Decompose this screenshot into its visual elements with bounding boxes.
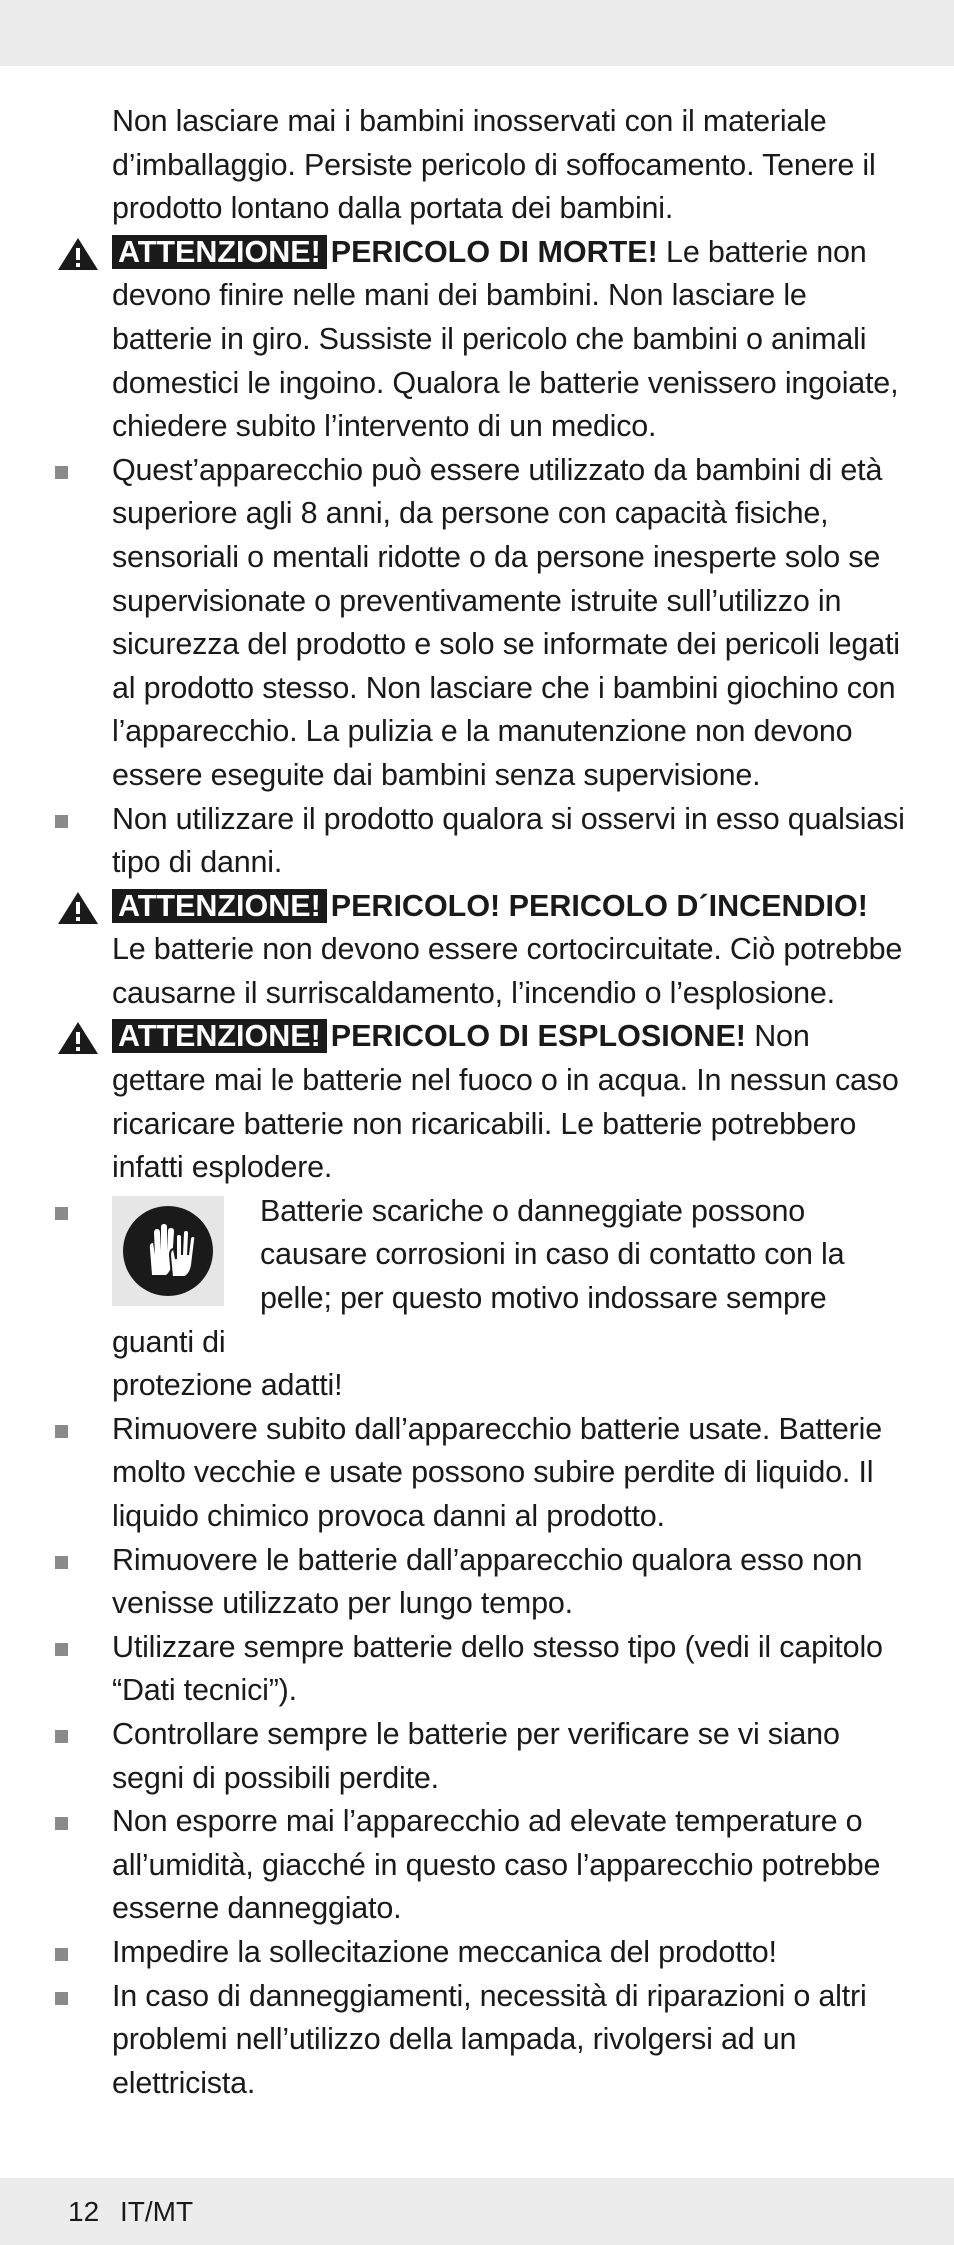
warning-explosion-hazard xyxy=(0,1015,954,1189)
paragraph-text: Non lasciare mai i bambini inosservati con il materiale d’imballaggio. Persiste pericolo di soffocamento. Tenere il prodotto lontano dalla portata dei bambini. xyxy=(112,104,876,226)
warning-triangle-icon xyxy=(57,891,99,925)
list-item xyxy=(0,449,954,798)
list-item-gloves xyxy=(0,1190,954,1364)
list-item-text: Batterie scariche o danneggiate possono causare corrosioni in caso di contatto con la pelle; per questo motivo indossare sempre guanti di xyxy=(112,1193,845,1359)
list-item xyxy=(0,1713,954,1800)
paragraph-packaging xyxy=(0,100,954,231)
protective-gloves-icon xyxy=(112,1196,224,1306)
warning-heading: PERICOLO DI MORTE! xyxy=(330,234,658,269)
list-item-text: In caso di danneggiamenti, necessità di riparazioni o altri problemi nell’utilizzo della lampada, rivolgersi ad un elettricista. xyxy=(112,1978,867,2100)
language-code: IT/MT xyxy=(120,2196,194,2227)
bullet-marker xyxy=(55,1817,68,1830)
list-item-text: Quest’apparecchio può essere utilizzato da bambini di età superiore agli 8 anni, da persone con capacità fisiche, sensoriali o mentali ridotte o da persone inesperte solo se supervisionate o preventivamente istruite sull’utilizzo in sicurezza del prodotto e solo se informate dei pericoli legati al prodotto stesso. Non lasciare che i bambini giochino con l’apparecchio. La pulizia e la manutenzione non devono essere eseguite dai bambini senza supervisione. xyxy=(112,452,900,792)
list-item-text: protezione adatti! xyxy=(112,1368,343,1403)
warning-text: Le batterie non devono finire nelle mani dei bambini. Non lasciare le batterie in giro. Sussiste il pericolo che bambini o animali domestici le ingoino. Qualora le batterie venissero ingoiate, chiedere subito l’intervento di un medico. xyxy=(112,234,899,444)
bullet-marker xyxy=(55,1643,68,1656)
bullet-marker xyxy=(55,1730,68,1743)
warning-triangle-icon xyxy=(57,1021,99,1055)
warning-text: Non gettare mai le batterie nel fuoco o in acqua. In nessun caso ricaricare batterie non ricaricabili. Le batterie potrebbero infatti esplodere. xyxy=(112,1019,899,1185)
list-item-text: Non utilizzare il prodotto qualora si osservi in esso qualsiasi tipo di danni. xyxy=(112,801,905,880)
warning-triangle-icon xyxy=(57,237,99,271)
bullet-marker xyxy=(55,1948,68,1961)
bullet-marker xyxy=(55,1556,68,1569)
list-item xyxy=(0,798,954,885)
list-item-text: Rimuovere subito dall’apparecchio batterie usate. Batterie molto vecchie e usate possono subire perdite di liquido. Il liquido chimico provoca danni al prodotto. xyxy=(112,1411,882,1533)
bullet-marker xyxy=(55,815,68,828)
warning-heading: PERICOLO DI ESPLOSIONE! xyxy=(330,1019,746,1054)
top-bar xyxy=(0,0,954,66)
list-item-gloves-continuation xyxy=(0,1364,954,1408)
attention-badge: ATTENZIONE! xyxy=(112,1019,327,1053)
attention-badge: ATTENZIONE! xyxy=(112,235,327,269)
list-item-text: Controllare sempre le batterie per verificare se vi siano segni di possibili perdite. xyxy=(112,1716,840,1795)
warning-fire-hazard xyxy=(0,885,954,1016)
list-item xyxy=(0,1626,954,1713)
list-item-text: Impedire la sollecitazione meccanica del prodotto! xyxy=(112,1934,777,1969)
bullet-marker xyxy=(55,466,68,479)
page-footer xyxy=(0,2178,954,2245)
list-item-text: Non esporre mai l’apparecchio ad elevate temperature o all’umidità, giacché in questo caso l’apparecchio potrebbe esserne danneggiato. xyxy=(112,1804,881,1926)
list-item xyxy=(0,1539,954,1626)
list-item-text: Utilizzare sempre batterie dello stesso tipo (vedi il capitolo “Dati tecnici”). xyxy=(112,1629,883,1708)
list-item-text: Rimuovere le batterie dall’apparecchio qualora esso non venisse utilizzato per lungo tempo. xyxy=(112,1542,863,1621)
bullet-marker xyxy=(55,1992,68,2005)
list-item xyxy=(0,1800,954,1931)
bullet-marker xyxy=(55,1207,68,1220)
page-number: 12 xyxy=(68,2196,100,2227)
list-item xyxy=(0,1931,954,1975)
bullet-marker xyxy=(55,1425,68,1438)
attention-badge: ATTENZIONE! xyxy=(112,889,327,923)
warning-heading: PERICOLO! PERICOLO D´INCENDIO! xyxy=(330,888,868,923)
warning-text: Le batterie non devono essere cortocircuitate. Ciò potrebbe causarne il surriscaldamento, l’incendio o l’esplosione. xyxy=(112,932,903,1010)
list-item xyxy=(0,1975,954,2106)
list-item xyxy=(0,1408,954,1539)
page-content xyxy=(0,100,954,2105)
warning-death-hazard xyxy=(0,231,954,449)
